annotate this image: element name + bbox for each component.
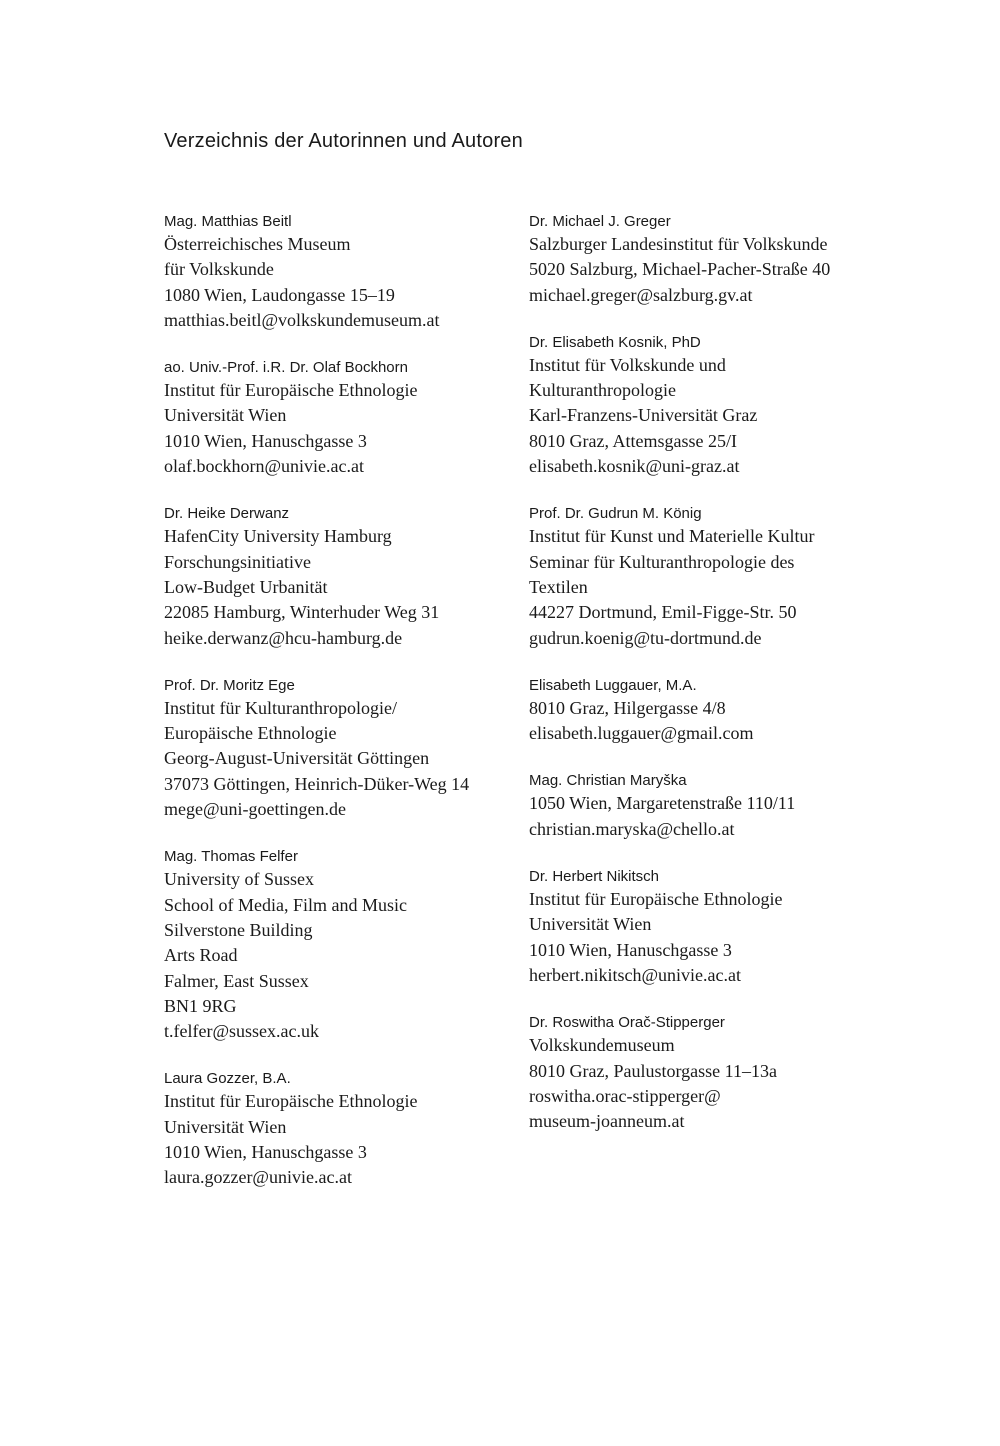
address-line: Europäische Ethnologie xyxy=(164,723,337,744)
address-line: laura.gozzer@univie.ac.at xyxy=(164,1167,352,1188)
address-line: Institut für Kulturanthropologie/ xyxy=(164,697,397,718)
address-line: Universität Wien xyxy=(529,914,652,935)
address-line: School of Media, Film and Music xyxy=(164,894,407,915)
address-line: olaf.bockhorn@univie.ac.at xyxy=(164,456,365,477)
address-line: elisabeth.kosnik@uni-graz.at xyxy=(529,456,740,477)
address-line: HafenCity University Hamburg xyxy=(164,526,392,547)
author-name: ao. Univ.-Prof. i.R. Dr. Olaf Bockhorn xyxy=(164,359,408,377)
author-name: Prof. Dr. Gudrun M. König xyxy=(529,505,702,523)
address-line: mege@uni-goettingen.de xyxy=(164,799,347,820)
author-entry xyxy=(529,1013,874,1134)
address-line: 1010 Wien, Hanuschgasse 3 xyxy=(164,1142,367,1163)
author-entry xyxy=(164,358,509,479)
author-entry xyxy=(164,676,509,822)
address-line: museum-joanneum.at xyxy=(529,1111,685,1132)
address-line: Karl-Franzens-Universität Graz xyxy=(529,405,758,426)
authors-column-left xyxy=(164,212,509,1216)
address-line: michael.greger@salzburg.gv.at xyxy=(529,284,753,305)
address-line: 1050 Wien, Margaretenstraße 110/11 xyxy=(529,793,796,814)
address-line: t.felfer@sussex.ac.uk xyxy=(164,1021,320,1042)
page-title: Verzeichnis der Autorinnen und Autoren xyxy=(164,130,523,152)
author-name: Laura Gozzer, B.A. xyxy=(164,1070,291,1088)
address-line: University of Sussex xyxy=(164,869,314,890)
author-entry xyxy=(164,212,509,333)
address-line: Seminar für Kulturanthropologie des xyxy=(529,551,795,572)
address-line: Low-Budget Urbanität xyxy=(164,576,328,597)
author-name: Dr. Elisabeth Kosnik, PhD xyxy=(529,333,701,351)
address-line: matthias.beitl@volkskundemuseum.at xyxy=(164,309,440,330)
address-line: Institut für Europäische Ethnologie xyxy=(529,889,783,910)
author-name: Mag. Thomas Felfer xyxy=(164,848,298,866)
author-name: Mag. Matthias Beitl xyxy=(164,213,292,230)
address-line: herbert.nikitsch@univie.ac.at xyxy=(529,964,742,985)
author-entry xyxy=(529,867,874,988)
address-line: Arts Road xyxy=(164,945,238,966)
address-line: Institut für Volkskunde und xyxy=(529,354,726,375)
address-line: 1080 Wien, Laudongasse 15–19 xyxy=(164,284,395,305)
author-entry xyxy=(164,1069,509,1190)
address-line: 8010 Graz, Hilgergasse 4/8 xyxy=(529,697,726,718)
address-line: Institut für Europäische Ethnologie xyxy=(164,380,418,401)
author-name: Mag. Christian Maryška xyxy=(529,772,687,790)
address-line: gudrun.koenig@tu-dortmund.de xyxy=(529,627,762,648)
address-line: roswitha.orac-stipperger@ xyxy=(529,1085,721,1106)
address-line: Institut für Europäische Ethnologie xyxy=(164,1091,418,1112)
authors-column-right xyxy=(529,212,874,1159)
address-line: Forschungsinitiative xyxy=(164,551,311,572)
address-line: christian.maryska@chello.at xyxy=(529,818,735,839)
address-line: 22085 Hamburg, Winterhuder Weg 31 xyxy=(164,602,440,623)
address-line: 8010 Graz, Paulustorgasse 11–13a xyxy=(529,1060,777,1081)
address-line: BN1 9RG xyxy=(164,995,237,1016)
address-line: Salzburger Landesinstitut für Volkskunde xyxy=(529,234,828,254)
address-line: 1010 Wien, Hanuschgasse 3 xyxy=(529,939,732,960)
author-name: Dr. Michael J. Greger xyxy=(529,213,671,230)
address-line: Universität Wien xyxy=(164,405,287,426)
address-line: 37073 Göttingen, Heinrich-Düker-Weg 14 xyxy=(164,773,470,794)
address-line: Kulturanthropologie xyxy=(529,380,676,401)
address-line: 1010 Wien, Hanuschgasse 3 xyxy=(164,430,367,451)
author-entry xyxy=(529,676,874,747)
author-name: Dr. Herbert Nikitsch xyxy=(529,868,660,886)
author-entry xyxy=(529,212,874,308)
address-line: Georg-August-Universität Göttingen xyxy=(164,748,430,769)
author-entry xyxy=(529,333,874,479)
author-entry xyxy=(529,771,874,842)
address-line: 44227 Dortmund, Emil-Figge-Str. 50 xyxy=(529,602,797,623)
address-line: 5020 Salzburg, Michael-Pacher-Straße 40 xyxy=(529,259,831,280)
address-line: 8010 Graz, Attemsgasse 25/I xyxy=(529,430,737,451)
author-name: Elisabeth Luggauer, M.A. xyxy=(529,676,697,694)
address-line: Universität Wien xyxy=(164,1116,287,1137)
address-line: Österreichisches Museum xyxy=(164,234,351,254)
author-name: Dr. Heike Derwanz xyxy=(164,505,290,523)
author-entry xyxy=(164,847,509,1044)
address-line: Falmer, East Sussex xyxy=(164,970,309,991)
author-name: Dr. Roswitha Orač-Stipperger xyxy=(529,1014,725,1032)
author-entry xyxy=(529,504,874,650)
address-line: elisabeth.luggauer@gmail.com xyxy=(529,723,754,744)
author-name: Prof. Dr. Moritz Ege xyxy=(164,676,295,694)
address-line: heike.derwanz@hcu-hamburg.de xyxy=(164,627,403,648)
author-entry xyxy=(164,504,509,650)
address-line: Silverstone Building xyxy=(164,919,313,940)
address-line: Volkskundemuseum xyxy=(529,1035,675,1056)
address-line: Institut für Kunst und Materielle Kultur xyxy=(529,526,815,547)
address-line: für Volkskunde xyxy=(164,259,274,280)
address-line: Textilen xyxy=(529,576,588,597)
